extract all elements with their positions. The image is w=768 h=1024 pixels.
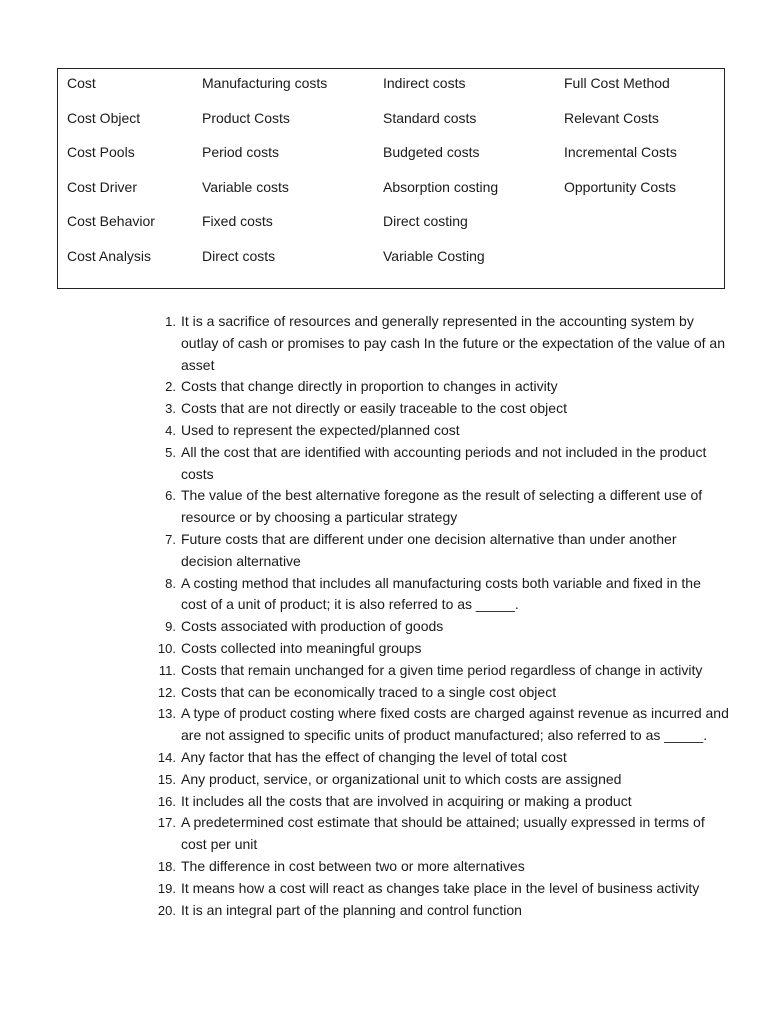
question-text: Used to represent the expected/planned cost	[181, 421, 460, 438]
question-text: It is a sacrifice of resources and generally represented in the accounting system by outlay of cash or promises to pay cash In the future or the expectation of the value of an asset	[181, 313, 725, 373]
question-number: 9.	[165, 619, 176, 635]
term-item: Product Costs	[202, 110, 290, 126]
question-text: It is an integral part of the planning and control function	[181, 901, 522, 918]
question-text: A costing method that includes all manufacturing costs both variable and fixed in the cost of a unit of product; it is also referred to as _____.	[181, 574, 701, 613]
term-item: Absorption costing	[383, 179, 499, 195]
question-text: It includes all the costs that are involved in acquiring or making a product	[181, 792, 632, 809]
term-item: Direct costing	[383, 213, 468, 229]
question-item	[150, 900, 730, 922]
question-item	[150, 769, 730, 791]
question-text: Costs associated with production of goods	[181, 618, 444, 635]
question-number: 18.	[157, 858, 176, 874]
question-text: A type of product costing where fixed costs are charged against revenue as incurred and are not assigned to specific units of product manufactured; also referred to as _____.	[181, 705, 729, 744]
question-number: 14.	[157, 749, 176, 765]
question-number: 6.	[165, 488, 176, 504]
question-item	[150, 682, 730, 704]
question-number: 19.	[157, 880, 176, 896]
question-number: 13.	[157, 706, 176, 722]
question-number: 2.	[165, 379, 176, 395]
question-text: A predetermined cost estimate that should be attained; usually expressed in terms of cost per unit	[181, 814, 705, 853]
question-item	[150, 703, 730, 747]
question-text: Costs that remain unchanged for a given time period regardless of change in activity	[181, 661, 703, 678]
question-text: It means how a cost will react as changes take place in the level of business activity	[181, 879, 700, 896]
term-item: Relevant Costs	[564, 110, 659, 126]
question-text: Costs that are not directly or easily traceable to the cost object	[181, 400, 567, 417]
question-item	[150, 311, 730, 376]
question-item	[150, 856, 730, 878]
question-text: The value of the best alternative foregone as the result of selecting a different use of resource or by choosing a particular strategy	[181, 487, 703, 526]
term-item: Full Cost Method	[564, 75, 670, 91]
question-item	[150, 638, 730, 660]
question-text: Costs that change directly in proportion to changes in activity	[181, 378, 558, 395]
term-item: Cost	[67, 75, 96, 91]
question-number: 7.	[165, 531, 176, 547]
question-number: 12.	[157, 684, 176, 700]
question-item	[150, 747, 730, 769]
term-item: Cost Object	[67, 110, 141, 126]
question-text: Any factor that has the effect of changing the level of total cost	[181, 748, 567, 765]
term-item: Cost Behavior	[67, 213, 155, 229]
question-number: 15.	[157, 771, 176, 787]
question-number: 8.	[165, 575, 176, 591]
question-number: 3.	[165, 401, 176, 417]
question-item	[150, 398, 730, 420]
question-number: 11.	[158, 662, 176, 678]
term-item: Direct costs	[202, 248, 276, 264]
term-item: Indirect costs	[383, 75, 466, 91]
question-item	[150, 529, 730, 573]
question-text: Future costs that are different under one decision alternative than under another decision alternative	[181, 530, 677, 569]
term-item: Incremental Costs	[564, 144, 677, 160]
question-item	[150, 442, 730, 486]
terms-box	[57, 68, 725, 289]
question-item	[150, 485, 730, 529]
term-item: Budgeted costs	[383, 144, 480, 160]
question-number: 20.	[157, 902, 176, 918]
question-text: Costs collected into meaningful groups	[181, 639, 422, 656]
term-item: Variable Costing	[383, 248, 485, 264]
question-number: 10.	[157, 640, 176, 656]
term-item: Standard costs	[383, 110, 477, 126]
question-number: 16.	[157, 793, 176, 809]
question-number: 1.	[165, 314, 176, 329]
term-item: Fixed costs	[202, 213, 273, 229]
question-text: Costs that can be economically traced to a single cost object	[181, 683, 557, 700]
question-item	[150, 376, 730, 398]
question-text: The difference in cost between two or more alternatives	[181, 857, 525, 874]
term-item: Manufacturing costs	[202, 75, 328, 91]
term-item: Period costs	[202, 144, 280, 160]
question-text: All the cost that are identified with accounting periods and not included in the product costs	[181, 443, 707, 482]
question-item	[150, 573, 730, 617]
question-number: 5.	[165, 444, 176, 460]
question-item	[150, 791, 730, 813]
question-item	[150, 420, 730, 442]
question-item	[150, 616, 730, 638]
term-item: Cost Driver	[67, 179, 138, 195]
question-text: Any product, service, or organizational unit to which costs are assigned	[181, 770, 622, 787]
question-number: 17.	[157, 815, 176, 831]
questions-list	[150, 311, 730, 921]
term-item: Opportunity Costs	[564, 179, 677, 195]
question-item	[150, 812, 730, 856]
term-item: Cost Pools	[67, 144, 135, 160]
question-item	[150, 878, 730, 900]
question-number: 4.	[165, 422, 176, 438]
question-item	[150, 660, 730, 682]
term-item: Variable costs	[202, 179, 289, 195]
term-item: Cost Analysis	[67, 248, 152, 264]
